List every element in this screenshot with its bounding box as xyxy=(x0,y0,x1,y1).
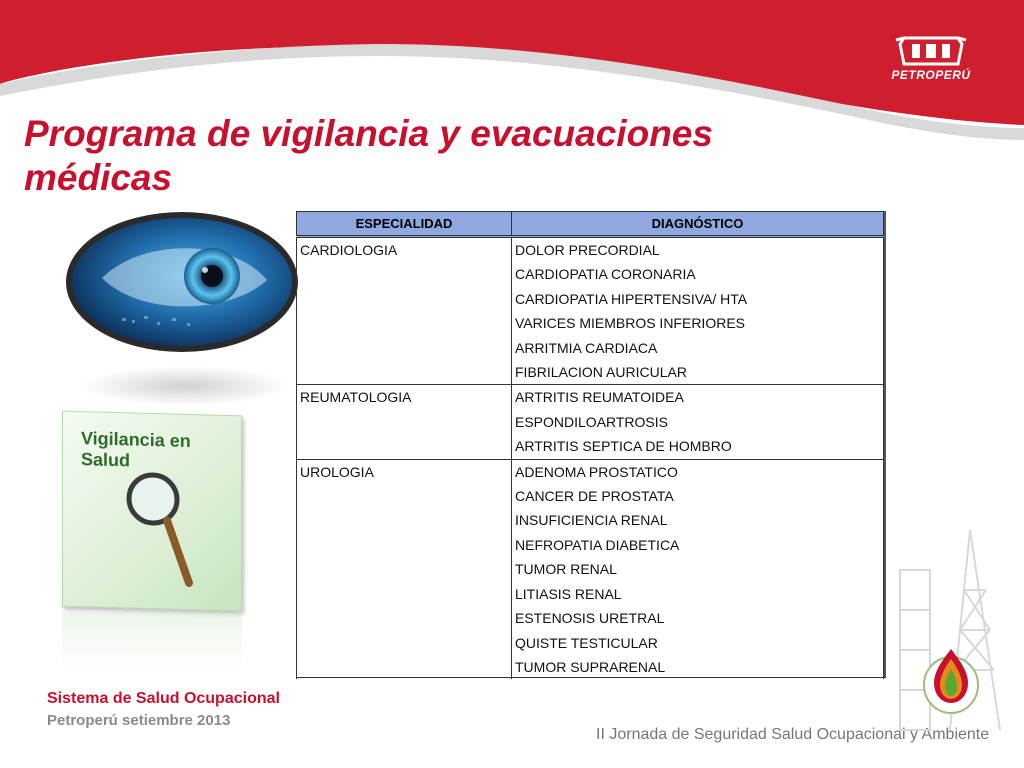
diagnosis-cell: CANCER DE PROSTATA xyxy=(512,484,884,508)
diagnosis-cell: VARICES MIEMBROS INFERIORES xyxy=(512,311,884,335)
footer-subtitle: Petroperú setiembre 2013 xyxy=(47,712,231,729)
footer-title: Sistema de Salud Ocupacional xyxy=(47,690,280,707)
eye-illustration xyxy=(62,208,302,358)
title-line-2: médicas xyxy=(24,157,173,198)
diagnosis-cell: DOLOR PRECORDIAL xyxy=(512,237,884,263)
diagnosis-cell: ADENOMA PROSTATICO xyxy=(512,459,884,484)
diagnosis-cell: ESPONDILOARTROSIS xyxy=(512,410,884,434)
diagnosis-cell: CARDIOPATIA CORONARIA xyxy=(512,262,884,286)
table-row xyxy=(297,237,884,263)
vigilancia-card xyxy=(62,411,242,612)
health-emblem xyxy=(920,645,982,715)
header-especialidad: ESPECIALIDAD xyxy=(297,212,512,237)
diagnosis-cell: TUMOR RENAL xyxy=(512,557,884,581)
brand-label: PETROPERÚ xyxy=(891,68,971,82)
card-reflection xyxy=(62,612,242,672)
title-line-1: Programa de vigilancia y evacuaciones xyxy=(24,113,713,154)
diagnosis-cell: NEFROPATIA DIABETICA xyxy=(512,533,884,557)
specialty-cell: UROLOGIA xyxy=(297,459,512,679)
table-row xyxy=(297,459,884,484)
magnifier-icon xyxy=(123,463,203,595)
diagnosis-cell: ARTRITIS SEPTICA DE HOMBRO xyxy=(512,434,884,459)
page-title xyxy=(24,112,824,200)
eye-shadow xyxy=(80,366,290,406)
table-row xyxy=(297,385,884,410)
diagnosis-cell: QUISTE TESTICULAR xyxy=(512,631,884,655)
header-diagnostico: DIAGNÓSTICO xyxy=(512,212,884,237)
event-name: II Jornada de Seguridad Salud Ocupacional y Ambiente xyxy=(596,726,990,743)
diagnosis-cell: FIBRILACION AURICULAR xyxy=(512,360,884,385)
diagnosis-cell: INSUFICIENCIA RENAL xyxy=(512,508,884,532)
diagnosis-cell: ARTRITIS REUMATOIDEA xyxy=(512,385,884,410)
diagnosis-cell: ESTENOSIS URETRAL xyxy=(512,606,884,630)
specialty-cell: CARDIOLOGIA xyxy=(297,237,512,385)
diagnosis-cell: ARRITMIA CARDIACA xyxy=(512,336,884,360)
diagnosis-cell: CARDIOPATIA HIPERTENSIVA/ HTA xyxy=(512,287,884,311)
card-title: Vigilancia en Salud xyxy=(81,428,191,471)
diagnosis-cell: TUMOR SUPRARENAL xyxy=(512,655,884,679)
diagnosis-cell: LITIASIS RENAL xyxy=(512,582,884,606)
diagnosis-table xyxy=(296,211,886,678)
specialty-cell: REUMATOLOGIA xyxy=(297,385,512,459)
